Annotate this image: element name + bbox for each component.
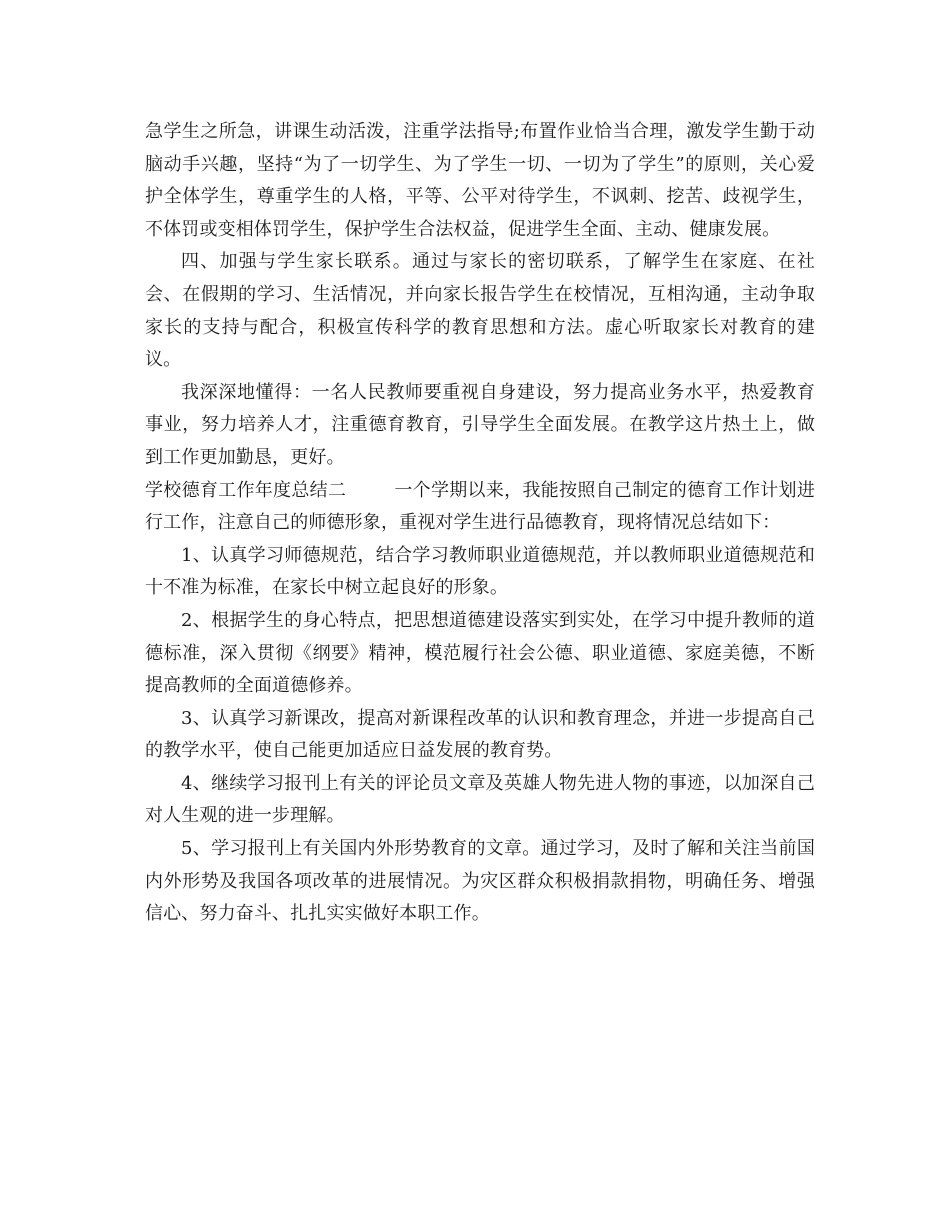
paragraph-5: 1、认真学习师德规范，结合学习教师职业道德规范，并以教师职业道德规范和十不准为标准，在家长中树立起良好的形象。 — [145, 544, 815, 599]
document-body — [145, 116, 815, 931]
paragraph-6: 2、根据学生的身心特点，把思想道德建设落实到实处，在学习中提升教师的道德标准，深入贯彻《纲要》精神，模范履行社会公德、职业道德、家庭美德，不断提高教师的全面道德修养。 — [145, 609, 815, 697]
paragraph-3: 我深深地懂得：一名人民教师要重视自身建设，努力提高业务水平，热爱教育事业，努力培养人才，注重德育教育，引导学生全面发展。在教学这片热土上，做到工作更加勤恳，更好。 — [145, 381, 815, 468]
section-heading-inline: 学校德育工作年度总结二 — [145, 479, 347, 501]
paragraph-2: 四、加强与学生家长联系。通过与家长的密切联系，了解学生在家庭、在社会、在假期的学习、生活情况，并向家长报告学生在校情况，互相沟通，主动争取家长的支持与配合，积极宣传科学的教育思想和方法。虚心听取家长对教育的建议。 — [145, 251, 815, 371]
paragraph-7: 3、认真学习新课改，提高对新课程改革的认识和教育理念，并进一步提高自己的教学水平，使自己能更加适应日益发展的教育势。 — [145, 707, 815, 762]
paragraph-8: 4、继续学习报刊上有关的评论员文章及英雄人物先进人物的事迹，以加深自己对人生观的进一步理解。 — [145, 772, 815, 827]
paragraph-4 — [145, 475, 815, 540]
paragraph-4-text: 一个学期以来，我能按照自己制定的德育工作计划进行工作，注意自己的师德形象，重视对学生进行品德教育，现将情况总结如下： — [145, 479, 815, 534]
paragraph-9: 5、学习报刊上有关国内外形势教育的文章。通过学习，及时了解和关注当前国内外形势及我国各项改革的进展情况。为灾区群众积极捐款捐物，明确任务、增强信心、努力奋斗、扎扎实实做好本职工作。 — [145, 838, 815, 925]
paragraph-1: 急学生之所急，讲课生动活泼，注重学法指导;布置作业恰当合理，激发学生勤于动脑动手兴趣，坚持“为了一切学生、为了学生一切、一切为了学生”的原则，关心爱护全体学生，尊重学生的人格，平等、公平对待学生，不讽刺、挖苦、歧视学生，不体罚或变相体罚学生，保护学生合法权益，促进学生全面、主动、健康发展。 — [145, 121, 815, 240]
heading-gap — [346, 480, 394, 501]
